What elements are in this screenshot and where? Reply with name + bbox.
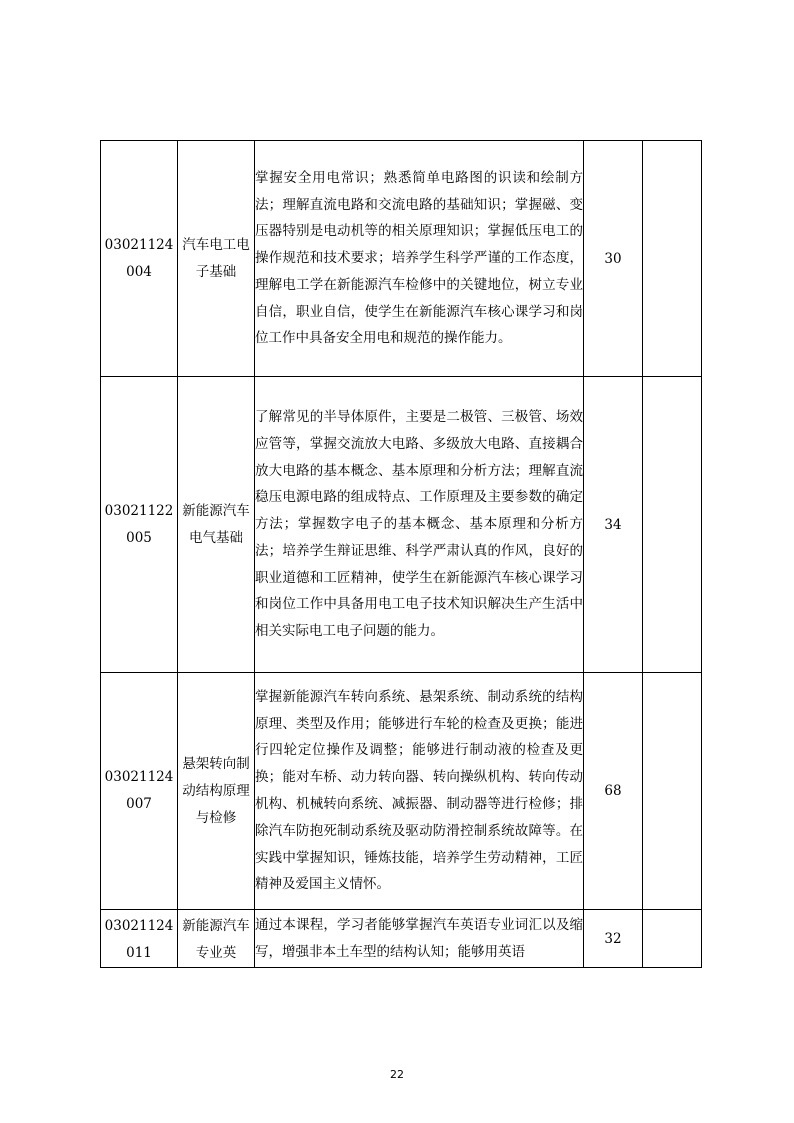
course-description: 通过本课程，学习者能够掌握汽车英语专业词汇以及缩写，增强非本土车型的结构认知；能够用英语	[255, 910, 584, 968]
course-extra	[643, 377, 702, 673]
course-extra	[643, 673, 702, 910]
course-hours: 30	[584, 141, 643, 377]
course-description: 了解常见的半导体原件，主要是二极管、三极管、场效应管等，掌握交流放大电路、多级放大电路、直接耦合放大电路的基本概念、基本原理和分析方法；理解直流稳压电源电路的组成特点、工作原理及主要参数的确定方法；掌握数字电子的基本概念、基本原理和分析方法；培养学生辩证思维、科学严肃认真的作风，良好的职业道德和工匠精神，使学生在新能源汽车核心课学习和岗位工作中具备用电工电子技术知识解决生产生活中相关实际电工电子问题的能力。	[255, 377, 584, 673]
course-code-line2: 011	[126, 944, 152, 961]
course-name: 悬架转向制动结构原理与检修	[178, 673, 255, 910]
table-row	[101, 141, 702, 377]
course-code-line2: 005	[126, 529, 152, 546]
course-description: 掌握新能源汽车转向系统、悬架系统、制动系统的结构原理、类型及作用；能够进行车轮的检查及更换；能进行四轮定位操作及调整；能够进行制动液的检查及更换；能对车桥、动力转向器、转向操纵机构、转向传动机构、机械转向系统、减振器、制动器等进行检修；排除汽车防抱死制动系统及驱动防滑控制系统故障等。在实践中掌握知识，锤炼技能，培养学生劳动精神，工匠精神及爱国主义情怀。	[255, 673, 584, 910]
table-row	[101, 377, 702, 673]
course-code-line1: 03021124	[104, 917, 174, 934]
course-extra	[643, 141, 702, 377]
course-hours: 34	[584, 377, 643, 673]
course-hours: 68	[584, 673, 643, 910]
course-description: 掌握安全用电常识；熟悉简单电路图的识读和绘制方法；理解直流电路和交流电路的基础知识；掌握磁、变压器特别是电动机等的相关原理知识；掌握低压电工的操作规范和技术要求；培养学生科学严谨的工作态度，理解电工学在新能源汽车检修中的关键地位，树立专业自信，职业自信，使学生在新能源汽车核心课学习和岗位工作中具备安全用电和规范的操作能力。	[255, 141, 584, 377]
course-code-line2: 007	[126, 796, 152, 812]
course-name: 新能源汽车专业英	[178, 910, 255, 968]
course-name: 汽车电工电子基础	[178, 141, 255, 377]
course-code-line2: 004	[126, 263, 152, 280]
course-name: 新能源汽车电气基础	[178, 377, 255, 673]
course-hours: 32	[584, 910, 643, 968]
course-code	[101, 141, 178, 377]
table-row	[101, 673, 702, 910]
course-code-line1: 03021122	[104, 502, 174, 519]
course-code-line1: 03021124	[104, 236, 174, 253]
course-code	[101, 910, 178, 968]
course-extra	[643, 910, 702, 968]
page-number: 22	[390, 1068, 404, 1081]
course-code	[101, 377, 178, 673]
course-code	[101, 673, 178, 910]
table-row	[101, 910, 702, 968]
course-code-line1: 03021124	[104, 769, 174, 785]
course-table	[100, 140, 702, 968]
